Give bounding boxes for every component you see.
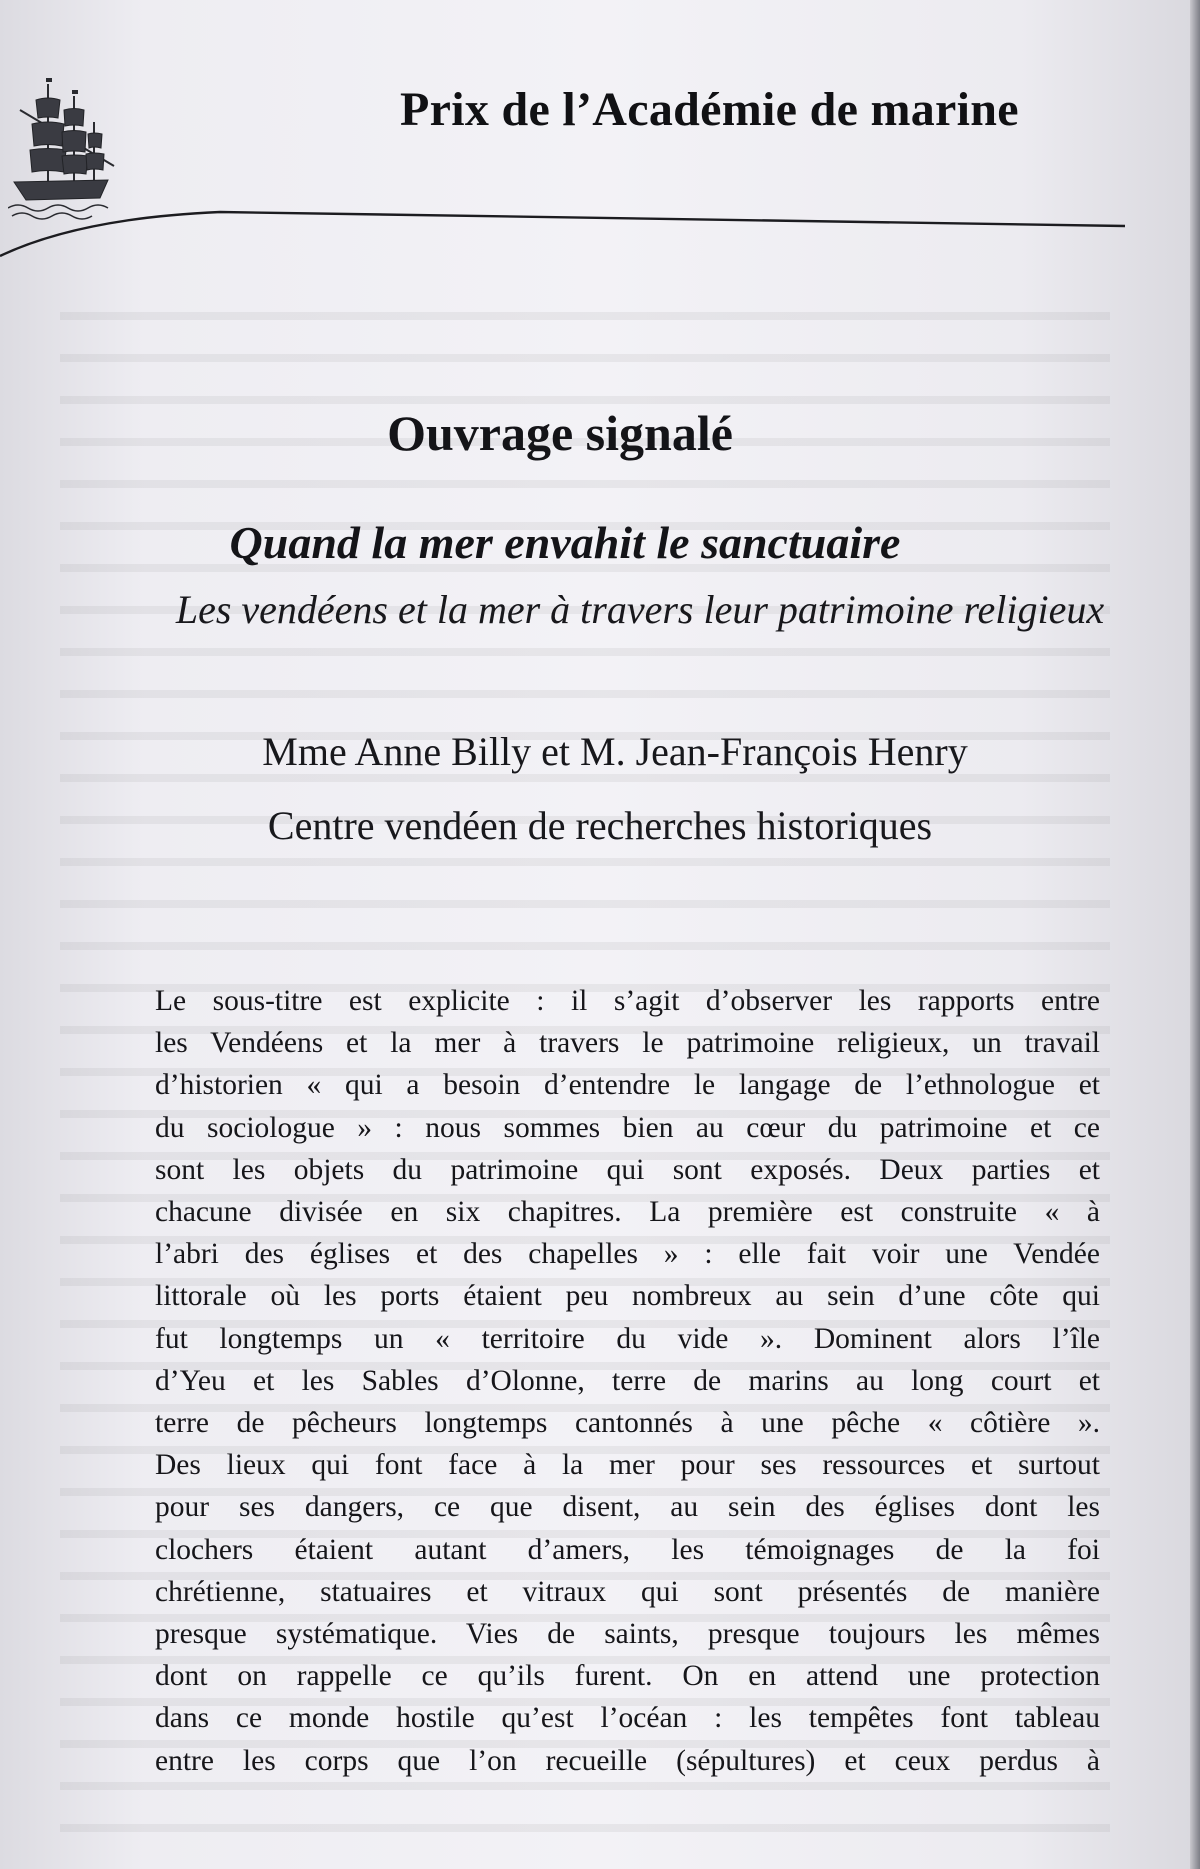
body-line: terre de pêcheurs longtemps cantonnés à une pêche « côtière ». (155, 1407, 1100, 1440)
body-line: Le sous-titre est explicite : il s’agit d’observer les rapports entre (155, 985, 1100, 1017)
body-line: d’historien « qui a besoin d’entendre le langage de l’ethnologue et (155, 1069, 1100, 1102)
body-line: les Vendéens et la mer à travers le patrimoine religieux, un travail (155, 1027, 1100, 1060)
running-title: Prix de l’Académie de marine (400, 83, 1019, 136)
header-rule (0, 200, 1130, 260)
body-line: Des lieux qui font face à la mer pour ses ressources et surtout (155, 1449, 1100, 1482)
body-line: dans ce monde hostile qu’est l’océan : les tempêtes font tableau (155, 1702, 1100, 1735)
body-line: littorale où les ports étaient peu nombreux au sein d’une côte qui (155, 1280, 1100, 1313)
body-line: entre les corps que l’on recueille (sépultures) et ceux perdus à (155, 1744, 1100, 1777)
body-line: presque systématique. Vies de saints, presque toujours les mêmes (155, 1618, 1100, 1651)
body-line: d’Yeu et les Sables d’Olonne, terre de marins au long court et (155, 1364, 1100, 1397)
body-line: pour ses dangers, ce que disent, au sein des églises dont les (155, 1491, 1100, 1524)
body-line: clochers étaient autant d’amers, les témoignages de la foi (155, 1533, 1100, 1566)
work-title: Quand la mer envahit le sanctuaire (229, 517, 901, 568)
sailing-ship-icon (8, 70, 120, 220)
body-line: l’abri des églises et des chapelles » : elle fait voir une Vendée (155, 1238, 1100, 1271)
body-line: dont on rappelle ce qu’ils furent. On en attend une protection (155, 1660, 1100, 1693)
body-line: chacune divisée en six chapitres. La première est construite « à (155, 1196, 1100, 1229)
page-edge (1190, 0, 1200, 1869)
review-body (155, 980, 1100, 1782)
body-line: fut longtemps un « territoire du vide ». Dominent alors l’île (155, 1322, 1100, 1355)
body-line: sont les objets du patrimoine qui sont exposés. Deux parties et (155, 1153, 1100, 1186)
work-subtitle: Les vendéens et la mer à travers leur patrimoine religieux (175, 587, 1105, 632)
body-line: chrétienne, statuaires et vitraux qui sont présentés de manière (155, 1575, 1100, 1608)
work-authors: Mme Anne Billy et M. Jean-François Henry (262, 729, 968, 774)
body-line: du sociologue » : nous sommes bien au cœur du patrimoine et ce (155, 1111, 1100, 1144)
section-heading: Ouvrage signalé (387, 405, 733, 461)
work-institution: Centre vendéen de recherches historiques (267, 803, 933, 848)
